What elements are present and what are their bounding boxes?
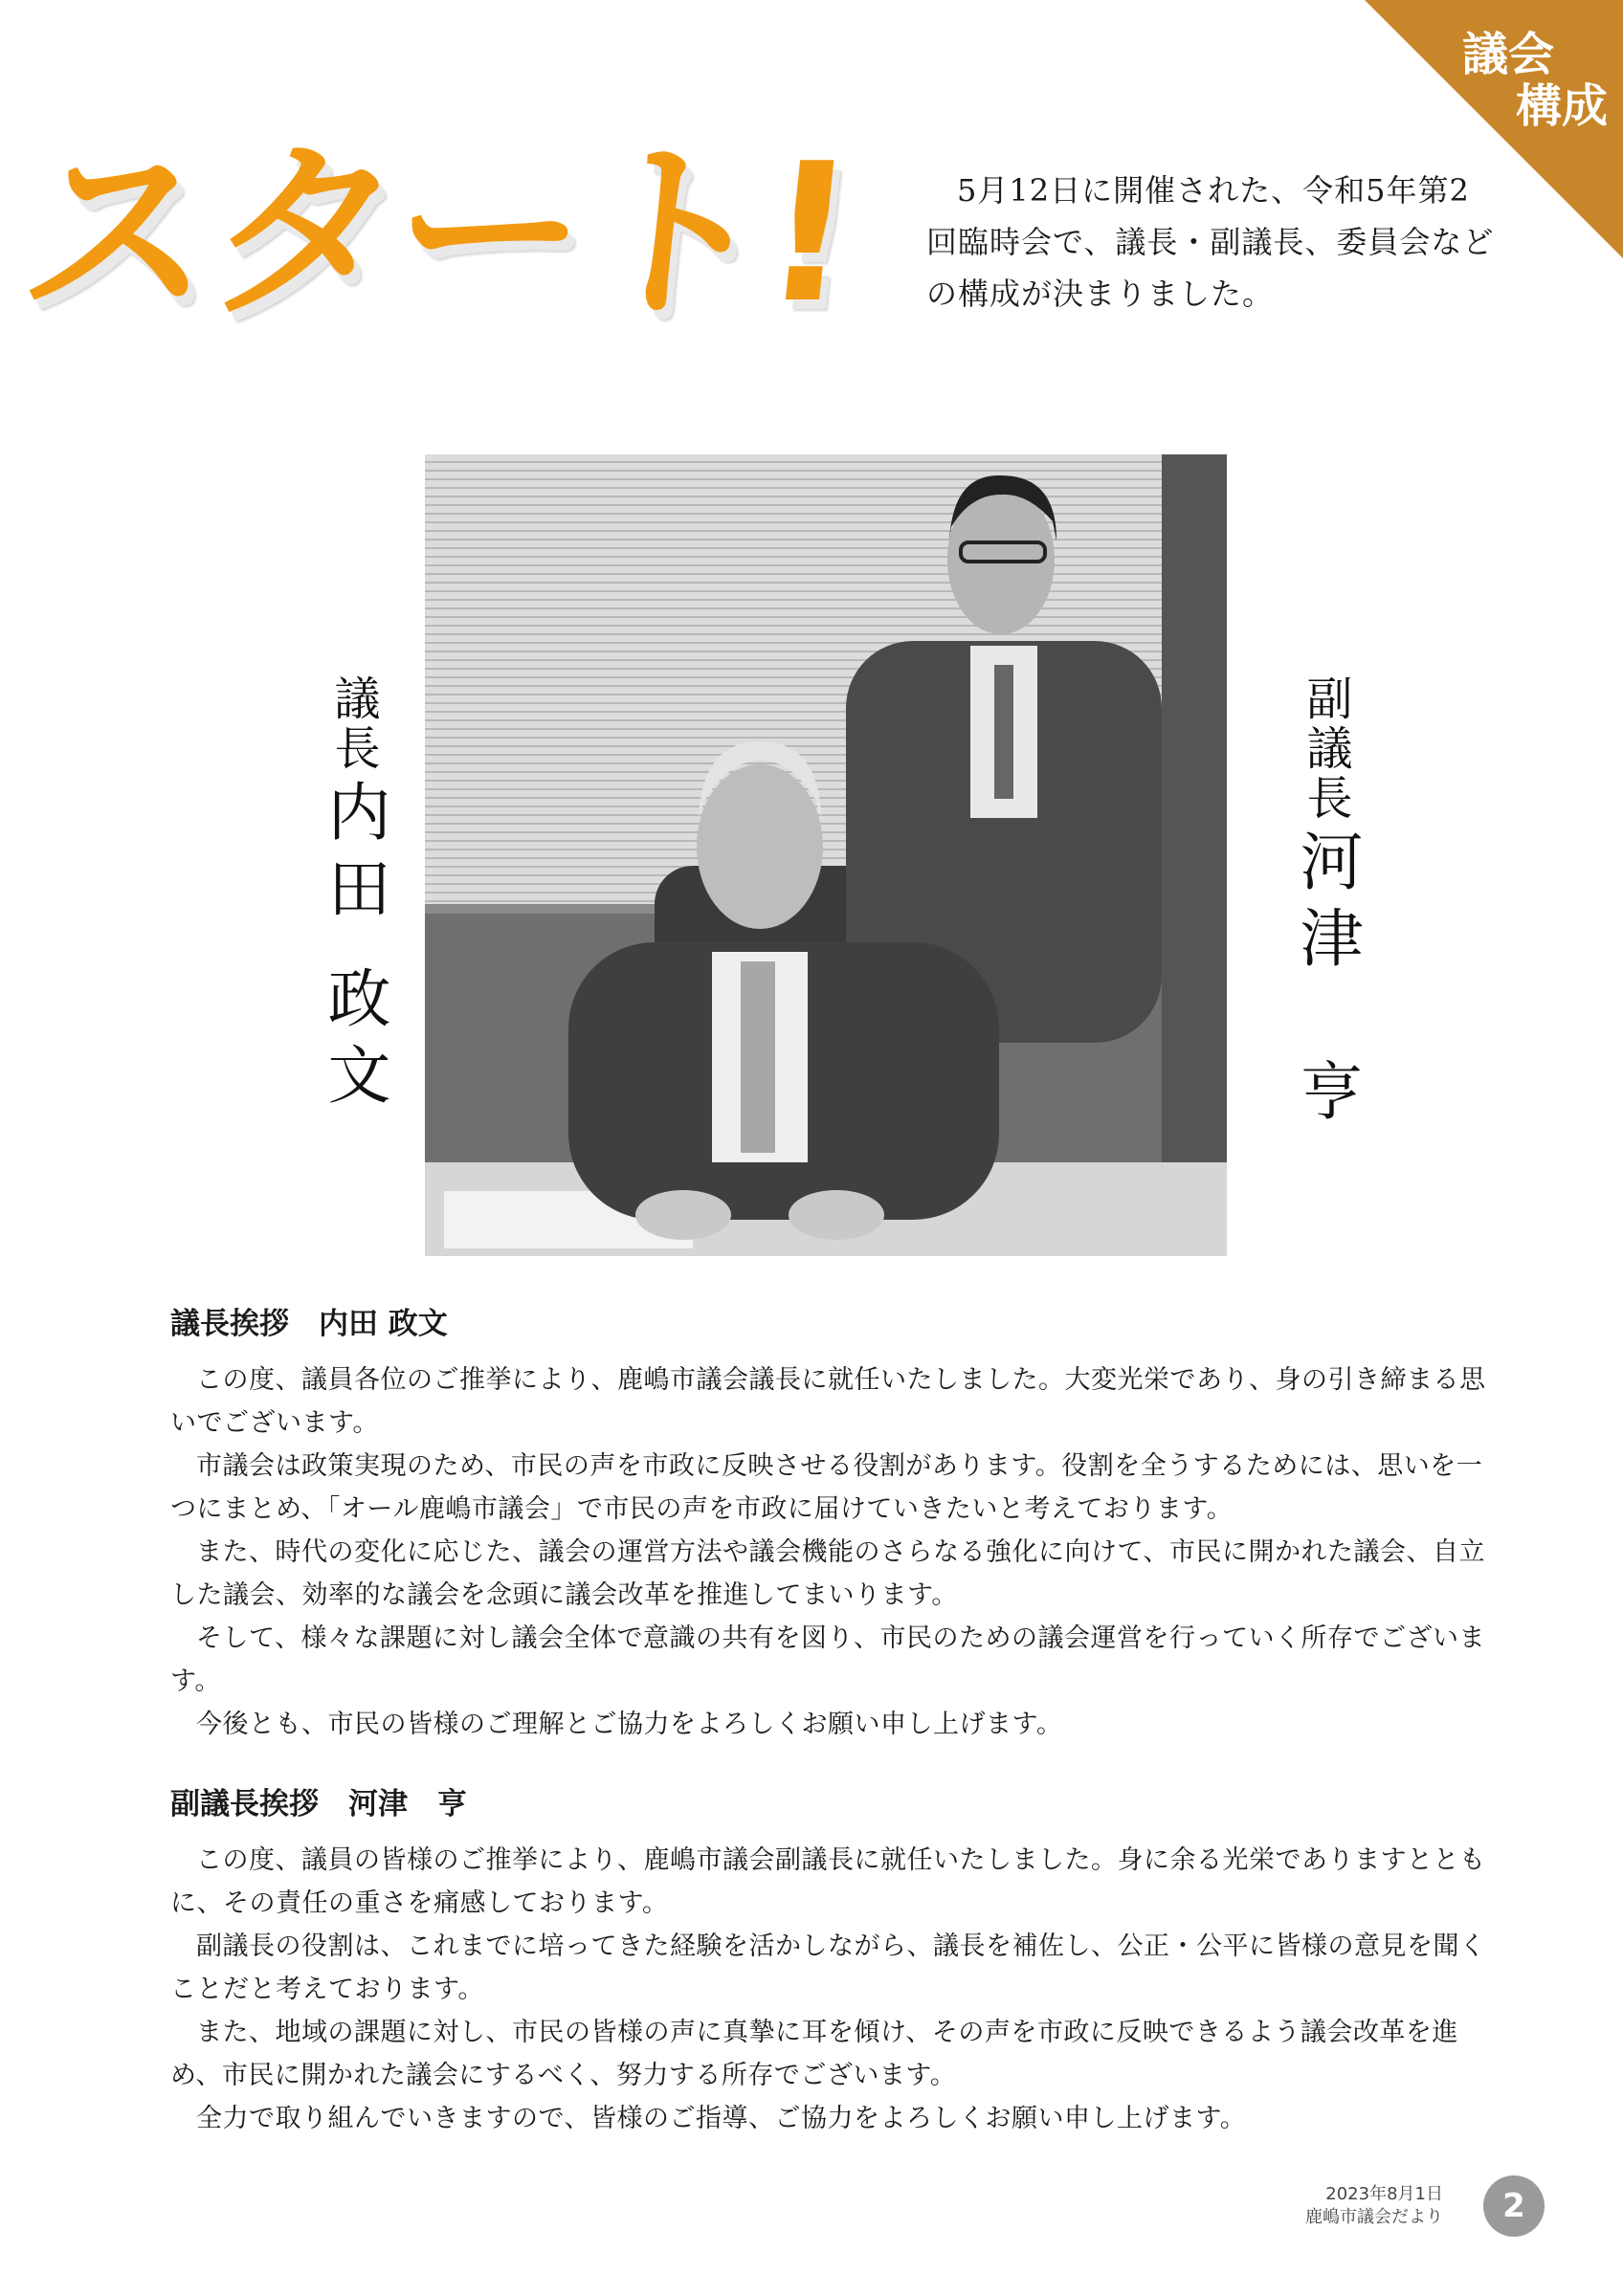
chair-greeting-paragraph: 今後とも、市民の皆様のご理解とご協力をよろしくお願い申し上げます。 <box>196 1710 1063 1739</box>
chair-greeting-paragraph: また、時代の変化に応じた、議会の運営方法や議会機能のさらなる強化に向けて、市民に開かれた議会、自立した議会、効率的な議会を念頭に議会改革を推進してまいります。 <box>170 1537 1485 1610</box>
issue-date: 2023年8月1日 <box>1325 2184 1443 2204</box>
chair-role: 議長 <box>326 674 380 774</box>
chair-name: 内田 政文 <box>317 779 390 1119</box>
section-label-line2: 構成 <box>1515 79 1608 133</box>
vice-chair-greeting-paragraph: また、地域の課題に対し、市民の皆様の声に真摯に耳を傾け、その声を市政に反映できるよう議会改革を進め、市民に開かれた議会にするべく、努力する所存でございます。 <box>170 2018 1458 2090</box>
chair-greeting-heading: 議長挨拶 内田 政文 <box>170 1307 448 1341</box>
section-label <box>1426 29 1608 132</box>
vice-chair-name: 河津 亨 <box>1289 828 1363 1136</box>
footer-info <box>1261 2183 1443 2229</box>
vice-chair-name-label <box>1280 674 1371 1135</box>
president-and-vice-president-photo <box>425 454 1227 1256</box>
vice-chair-greeting-heading: 副議長挨拶 河津 亨 <box>170 1787 467 1821</box>
vice-chair-role: 副議長 <box>1299 674 1352 824</box>
section-label-line1: 議会 <box>1461 28 1554 81</box>
chair-greeting <box>170 1301 1491 1746</box>
chair-greeting-paragraph: この度、議員各位のご推挙により、鹿嶋市議会議長に就任いたしました。大変光栄であり、身の引き締まる思いでございます。 <box>170 1365 1486 1438</box>
chair-greeting-paragraph: 市議会は政策実現のため、市民の声を市政に反映させる役割があります。役割を全うするためには、思いを一つにまとめ、「オール鹿嶋市議会」で市民の声を市政に届けていきたいと考えております。 <box>170 1451 1483 1524</box>
intro-text <box>926 165 1501 320</box>
publication-name: 鹿嶋市議会だより <box>1305 2207 1443 2227</box>
vice-chair-greeting-paragraph: この度、議員の皆様のご推挙により、鹿嶋市議会副議長に就任いたしました。身に余る光栄でありますとともに、その責任の重さを痛感しております。 <box>170 1845 1486 1918</box>
chair-greeting-paragraph: そして、様々な課題に対し議会全体で意識の共有を図り、市民のための議会運営を行っていく所存でございます。 <box>170 1623 1485 1696</box>
vice-chair-greeting-paragraph: 副議長の役割は、これまでに培ってきた経験を活かしながら、議長を補佐し、公正・公平に皆様の意見を聞くことだと考えております。 <box>170 1932 1486 2004</box>
headline: スタート! <box>11 122 859 345</box>
intro-paragraph: 5月12日に開催された、令和5年第2回臨時会で、議長・副議長、委員会などの構成が決まりました。 <box>926 172 1495 312</box>
vice-chair-greeting <box>170 1781 1491 2140</box>
chair-name-label <box>308 674 399 1118</box>
vice-chair-greeting-paragraph: 全力で取り組んでいきますので、皆様のご指導、ご協力をよろしくお願い申し上げます。 <box>196 2104 1247 2133</box>
page-number: 2 <box>1483 2175 1545 2237</box>
